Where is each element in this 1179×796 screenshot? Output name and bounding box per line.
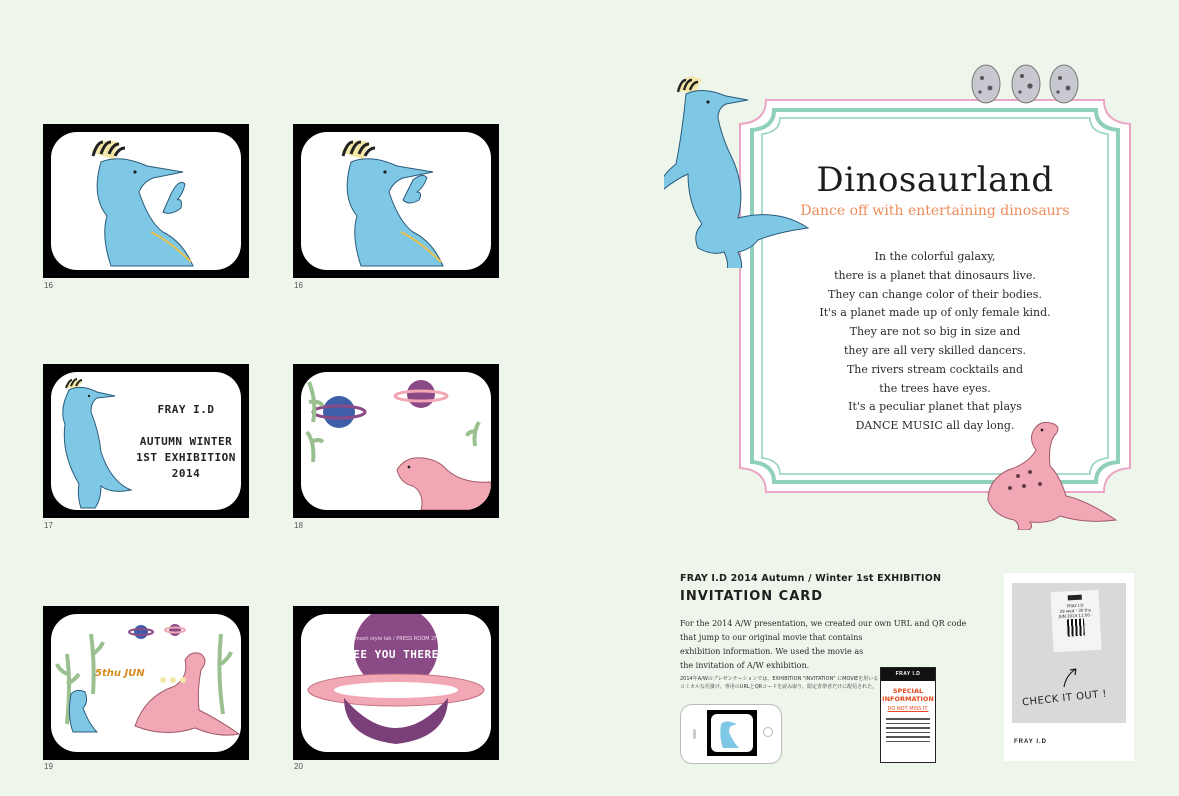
- storyboard-frame: [293, 606, 499, 760]
- poster-cta: CHECK IT OUT !: [1021, 688, 1108, 709]
- frame-number: 16: [44, 281, 53, 290]
- invitation-line: exhibition information. We used the movie as: [680, 647, 864, 656]
- story-line: They are not so big in size and: [849, 325, 1021, 339]
- invitation-description: [680, 617, 967, 673]
- dinosaur-eggs-illustration: [968, 62, 1082, 106]
- phone-speaker: [693, 729, 696, 739]
- poster-note-brand: FRAY I.D: [1066, 602, 1084, 609]
- story-line: the trees have eyes.: [879, 381, 991, 395]
- invitation-ticket: [880, 667, 936, 763]
- story-line: DANCE MUSIC all day long.: [855, 419, 1015, 433]
- invitation-poster: [1004, 573, 1134, 761]
- dinosaurs-party-illustration: [51, 614, 241, 752]
- phone-screen: [707, 710, 757, 756]
- article-title: Dinosaurland: [816, 160, 1054, 200]
- story-line: The rivers stream cocktails and: [846, 362, 1024, 376]
- storyboard-frame: [43, 606, 249, 760]
- storyboard-frame: [293, 364, 499, 518]
- invitation-line: For the 2014 A/W presentation, we created our own URL and QR code: [680, 619, 967, 628]
- story-line: they are all very skilled dancers.: [844, 343, 1026, 357]
- blue-dinosaur-icon: [711, 714, 753, 752]
- storyboard-frame: [43, 124, 249, 278]
- storyboard-frame: [43, 364, 249, 518]
- planet-small-text: mash style lab / PRESS ROOM 2F: [354, 636, 438, 642]
- ticket-special: SPECIAL INFORMATION: [882, 687, 934, 703]
- invitation-line: the invitation of A/W exhibition.: [680, 661, 810, 670]
- purple-planet-illustration: [301, 614, 491, 752]
- planets-and-pink-dinosaur-illustration: [301, 372, 491, 510]
- article-story: [800, 248, 1070, 436]
- frame-number: 18: [294, 521, 303, 530]
- arrow-icon: [1060, 665, 1080, 689]
- story-line: there is a planet that dinosaurs live.: [834, 268, 1036, 282]
- invitation-header: FRAY I.D 2014 Autumn / Winter 1st EXHIBITION: [680, 573, 942, 584]
- frame-number: 16: [294, 281, 303, 290]
- ticket-brand: FRAY I.D: [881, 668, 935, 681]
- story-line: In the colorful galaxy,: [874, 250, 996, 263]
- blue-dinosaur-illustration: [51, 132, 241, 270]
- exhibition-slogan: FRAY I.D AUTUMN WINTER 1ST EXHIBITION 2014: [136, 403, 236, 480]
- poster-dates: 29 wed - 30 thu JUN 2014 11:00 -: [1058, 607, 1093, 619]
- frame-number: 17: [44, 521, 53, 530]
- invitation-title: INVITATION CARD: [680, 589, 824, 604]
- qr-code-icon: [1067, 619, 1085, 637]
- frame-number: 19: [44, 762, 53, 771]
- story-line: It's a planet made up of only female kind.: [819, 306, 1051, 320]
- article-subtitle: Dance off with entertaining dinosaurs: [800, 203, 1070, 219]
- poster-brand: FRAY I.D: [1014, 739, 1048, 745]
- planet-text: SEE YOU THERE!: [346, 648, 446, 661]
- invitation-line: that jump to our original movie that contains: [680, 633, 863, 642]
- ticket-fine-print: [886, 718, 930, 742]
- storyboard-frame: [293, 124, 499, 278]
- poster-note: [1050, 590, 1101, 652]
- frame-number: 20: [294, 762, 303, 771]
- ticket-note: DO NOT MISS IT.: [887, 706, 929, 712]
- blue-dinosaur-illustration: [301, 132, 491, 270]
- date-caption: 5thu JUN: [95, 668, 145, 679]
- invitation-japanese-text: 2014年A/Wのプレゼンテーションでは、EXHIBITION "INVITATION" にMOVIEを用いるコミカルな仕掛け。専用のURLとQRコードを読み取り、限定青帯者だけに配信された。: [680, 676, 879, 690]
- smartphone-illustration: [680, 704, 782, 764]
- story-line: It's a peculiar planet that plays: [848, 400, 1022, 414]
- home-button-icon: [763, 727, 773, 737]
- story-line: They can change color of their bodies.: [828, 287, 1042, 301]
